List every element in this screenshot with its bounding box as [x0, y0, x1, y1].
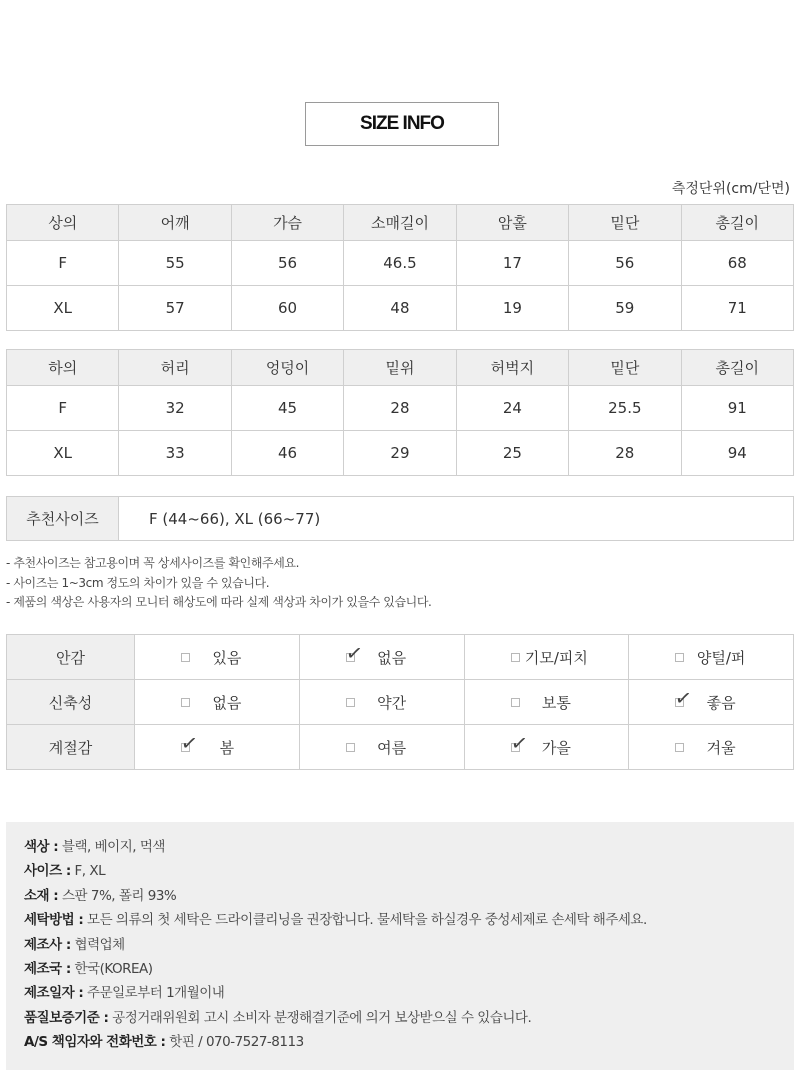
header-cell: 총길이 [681, 205, 793, 241]
product-info-value: 공정거래위원회 고시 소비자 분쟁해결기준에 의거 보상받으실 수 있습니다. [108, 1009, 532, 1026]
check-mark-icon: ✓ [673, 684, 694, 712]
product-info-line [24, 884, 776, 908]
fabric-row-label: 안감 [7, 635, 135, 680]
product-info-line [24, 981, 776, 1005]
fabric-option-label: 약간 [377, 693, 407, 712]
product-info-key: 세탁방법 : [24, 912, 84, 929]
fabric-option [135, 680, 300, 725]
fabric-option [629, 680, 794, 725]
product-info-key: 소재 : [24, 887, 59, 904]
product-info-value: 주문일로부터 1개월이내 [83, 985, 225, 1002]
value-cell: 46 [231, 431, 343, 476]
recommend-size-box [6, 496, 794, 541]
fabric-option-label: 보통 [541, 693, 571, 712]
product-info-box [6, 822, 794, 1070]
product-info-line [24, 933, 776, 957]
check-mark-icon: ✓ [508, 729, 529, 757]
note-line: - 제품의 색상은 사용자의 모니터 해상도에 따라 실제 색상과 차이가 있을수 있습니다. [6, 595, 432, 609]
bottom-size-table [6, 349, 794, 476]
product-info-value: F, XL [70, 863, 106, 880]
value-cell: 32 [119, 386, 231, 431]
note-line: - 사이즈는 1~3cm 정도의 차이가 있을 수 있습니다. [6, 575, 270, 590]
header-cell: 허벅지 [456, 350, 568, 386]
value-cell: 55 [119, 241, 231, 286]
size-cell: XL [7, 431, 119, 476]
product-info-line [24, 908, 776, 932]
value-cell: 19 [456, 286, 568, 331]
value-cell: 28 [344, 386, 456, 431]
fabric-option [135, 635, 300, 680]
size-cell: F [7, 241, 119, 286]
fabric-option [629, 635, 794, 680]
fabric-option-label: 겨울 [706, 738, 736, 757]
table-row [7, 241, 794, 286]
product-info-value: 스판 7%, 폴리 93% [58, 887, 177, 904]
table-header-row [7, 205, 794, 241]
fabric-option-label: 기모/피치 [524, 648, 588, 667]
value-cell: 57 [119, 286, 231, 331]
fabric-option-label: 없음 [377, 648, 407, 667]
product-info-value: 한국(KOREA) [70, 961, 153, 978]
top-size-table [6, 204, 794, 331]
fabric-option-label: 양털/퍼 [696, 648, 746, 667]
fabric-option [629, 725, 794, 770]
header-cell: 밑위 [344, 350, 456, 386]
value-cell: 45 [231, 386, 343, 431]
header-cell: 총길이 [681, 350, 793, 386]
unit-label: 측정단위(cm/단면) [671, 181, 790, 197]
fabric-option [464, 680, 629, 725]
product-info-key: 제조국 : [24, 961, 71, 978]
check-mark-icon: ✓ [179, 729, 200, 757]
product-info-value: 블랙, 베이지, 먹색 [58, 839, 165, 855]
product-info-line [24, 1030, 776, 1054]
product-info-line [24, 835, 776, 859]
recommend-size-label: 추천사이즈 [7, 497, 119, 540]
fabric-option [135, 725, 300, 770]
header-cell: 가슴 [231, 205, 343, 241]
check-mark-icon: ✓ [344, 639, 365, 667]
fabric-option [464, 635, 629, 680]
size-cell: XL [7, 286, 119, 331]
header-cell: 하의 [7, 350, 119, 386]
value-cell: 28 [569, 431, 681, 476]
table-row [7, 386, 794, 431]
checkbox-icon [675, 743, 684, 752]
value-cell: 25 [456, 431, 568, 476]
table-row [7, 286, 794, 331]
fabric-option-label: 봄 [219, 738, 235, 757]
value-cell: 17 [456, 241, 568, 286]
header-cell: 밑단 [569, 350, 681, 386]
fabric-row [7, 635, 794, 680]
product-info-line [24, 957, 776, 981]
checkbox-icon [181, 698, 190, 707]
header-cell: 엉덩이 [231, 350, 343, 386]
product-info-key: 사이즈 : [24, 863, 71, 880]
table-row [7, 431, 794, 476]
product-info-value: 협력업체 [70, 936, 125, 953]
table-header-row [7, 350, 794, 386]
checkbox-icon [511, 653, 520, 662]
fabric-row [7, 725, 794, 770]
product-info-key: 색상 : [24, 839, 59, 855]
fabric-row [7, 680, 794, 725]
value-cell: 24 [456, 386, 568, 431]
fabric-option-label: 있음 [212, 648, 242, 667]
value-cell: 46.5 [344, 241, 456, 286]
checkbox-icon [346, 698, 355, 707]
fabric-option [299, 725, 464, 770]
value-cell: 25.5 [569, 386, 681, 431]
value-cell: 33 [119, 431, 231, 476]
checkbox-icon [675, 653, 684, 662]
fabric-row-label: 계절감 [7, 725, 135, 770]
value-cell: 56 [231, 241, 343, 286]
fabric-option-label: 없음 [212, 693, 242, 712]
value-cell: 68 [681, 241, 793, 286]
product-info-value: 핫핀 / 070-7527-8113 [165, 1034, 304, 1051]
size-notes [6, 554, 431, 613]
size-cell: F [7, 386, 119, 431]
product-info-key: 제조사 : [24, 936, 71, 953]
recommend-size-value: F (44~66), XL (66~77) [149, 509, 321, 528]
checkbox-icon [511, 698, 520, 707]
value-cell: 59 [569, 286, 681, 331]
value-cell: 56 [569, 241, 681, 286]
fabric-option-label: 여름 [377, 738, 407, 757]
fabric-feature-table [6, 634, 794, 770]
fabric-row-label: 신축성 [7, 680, 135, 725]
note-line: - 추천사이즈는 참고용이며 꼭 상세사이즈를 확인해주세요. [6, 556, 300, 570]
header-cell: 상의 [7, 205, 119, 241]
header-cell: 허리 [119, 350, 231, 386]
header-cell: 어깨 [119, 205, 231, 241]
checkbox-icon [346, 743, 355, 752]
value-cell: 48 [344, 286, 456, 331]
header-cell: 밑단 [569, 205, 681, 241]
fabric-option-label: 가을 [541, 738, 571, 757]
product-info-line [24, 859, 776, 883]
checkbox-icon [181, 653, 190, 662]
value-cell: 91 [681, 386, 793, 431]
value-cell: 94 [681, 431, 793, 476]
value-cell: 29 [344, 431, 456, 476]
product-info-line [24, 1006, 776, 1030]
product-info-key: 제조일자 : [24, 985, 84, 1002]
header-cell: 암홀 [456, 205, 568, 241]
product-info-key: A/S 책임자와 전화번호 : [24, 1034, 166, 1051]
fabric-option [299, 680, 464, 725]
fabric-option [464, 725, 629, 770]
product-info-key: 품질보증기준 : [24, 1009, 109, 1026]
value-cell: 60 [231, 286, 343, 331]
size-info-title: SIZE INFO [305, 102, 499, 146]
fabric-option [299, 635, 464, 680]
value-cell: 71 [681, 286, 793, 331]
fabric-option-label: 좋음 [706, 693, 736, 712]
header-cell: 소매길이 [344, 205, 456, 241]
product-info-value: 모든 의류의 첫 세탁은 드라이클리닝을 권장합니다. 물세탁을 하실경우 중성세제로 손세탁 해주세요. [83, 912, 647, 929]
